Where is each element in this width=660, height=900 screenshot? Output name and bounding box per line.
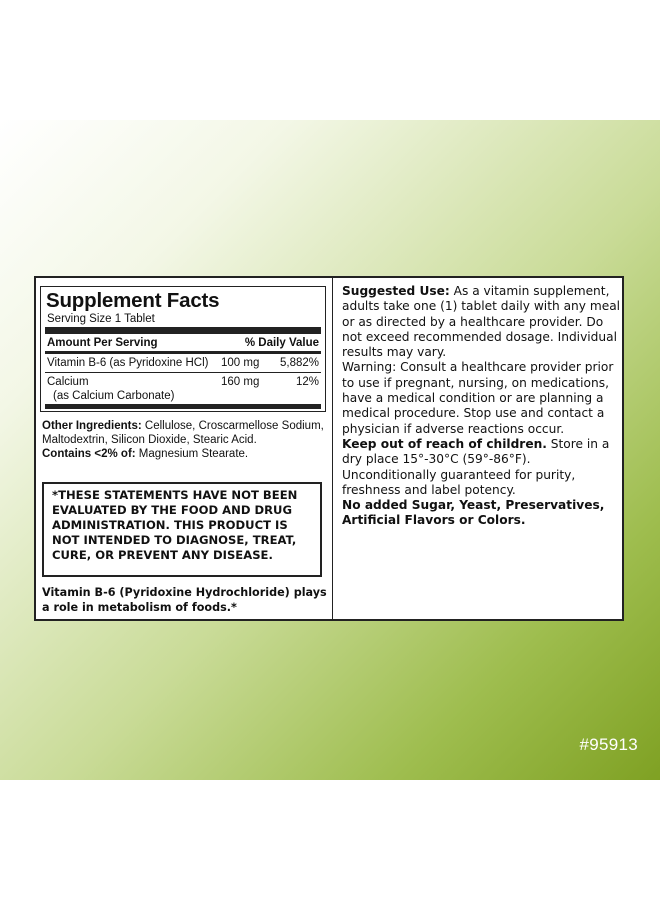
nutrient-daily-value: 5,882% [279,357,319,369]
product-number: #95913 [579,735,638,754]
serving-size: Serving Size 1 Tablet [47,313,155,325]
warning [342,360,622,436]
other-ingredients [42,419,328,461]
vitamin-b6-claim: Vitamin B-6 (Pyridoxine Hydrochloride) plays a role in metabolism of foods.* [42,586,327,614]
product-label-panel [34,276,624,621]
other-ingredients-text: Cellulose, Croscarmellose Sodium, Maltodextrin, Silicon Dioxide, Stearic Acid. [42,420,324,446]
keep-out-label: Keep out of reach of children. [342,436,547,451]
no-added-statement [342,498,622,529]
warning-label: Warning: [342,360,397,375]
contains-text: Magnesium Stearate. [135,448,249,460]
thick-divider [45,327,321,334]
medium-divider [45,351,321,354]
facts-row [45,375,321,389]
daily-value-header: % Daily Value [244,337,319,349]
storage-text: Store in a dry place 15°-30°C (59°-86°F). Unconditionally guaranteed for purity, freshness and label potency. [342,436,610,497]
thick-divider [45,404,321,409]
nutrient-source: (as Calcium Carbonate) [53,390,175,402]
facts-row [45,356,321,370]
nutrient-amount: 100 mg [221,357,260,369]
supplement-facts-title: Supplement Facts [46,289,220,312]
no-added-text: No added Sugar, Yeast, Preservatives, Artificial Flavors or Colors. [342,498,605,528]
amount-per-serving-header: Amount Per Serving [47,337,158,349]
other-ingredients-label: Other Ingredients: [42,420,142,432]
facts-header-row [45,336,321,350]
left-column [36,278,333,619]
supplement-facts-box [40,286,326,412]
nutrient-name: Vitamin B-6 (as Pyridoxine HCl) [47,357,209,369]
thin-divider [45,372,321,373]
suggested-use-text: As a vitamin supplement, adults take one (1) tablet daily with any meal or as directed by a healthcare provider. Do not exceed recommended dosage. Individual results may vary. [342,284,621,360]
suggested-use-label: Suggested Use: [342,284,450,298]
nutrient-amount: 160 mg [221,376,260,388]
contains-label: Contains <2% of: [42,448,136,460]
storage [342,437,622,498]
warning-text: Consult a healthcare provider prior to use if pregnant, nursing, on medications, have a medical condition or are planning a medical procedure. Stop use and contact a physician if adverse reactions occur. [342,360,614,436]
suggested-use [342,284,622,360]
fda-disclaimer-text: *THESE STATEMENTS HAVE NOT BEEN EVALUATED BY THE FOOD AND DRUG ADMINISTRATION. THIS PRODUCT IS NOT INTENDED TO DIAGNOSE, TREAT, CURE, OR PREVENT ANY DISEASE. [52,488,298,562]
right-column [342,284,622,529]
nutrient-name: Calcium [47,376,89,388]
fda-disclaimer-box [42,482,322,577]
nutrient-daily-value: 12% [295,376,319,388]
